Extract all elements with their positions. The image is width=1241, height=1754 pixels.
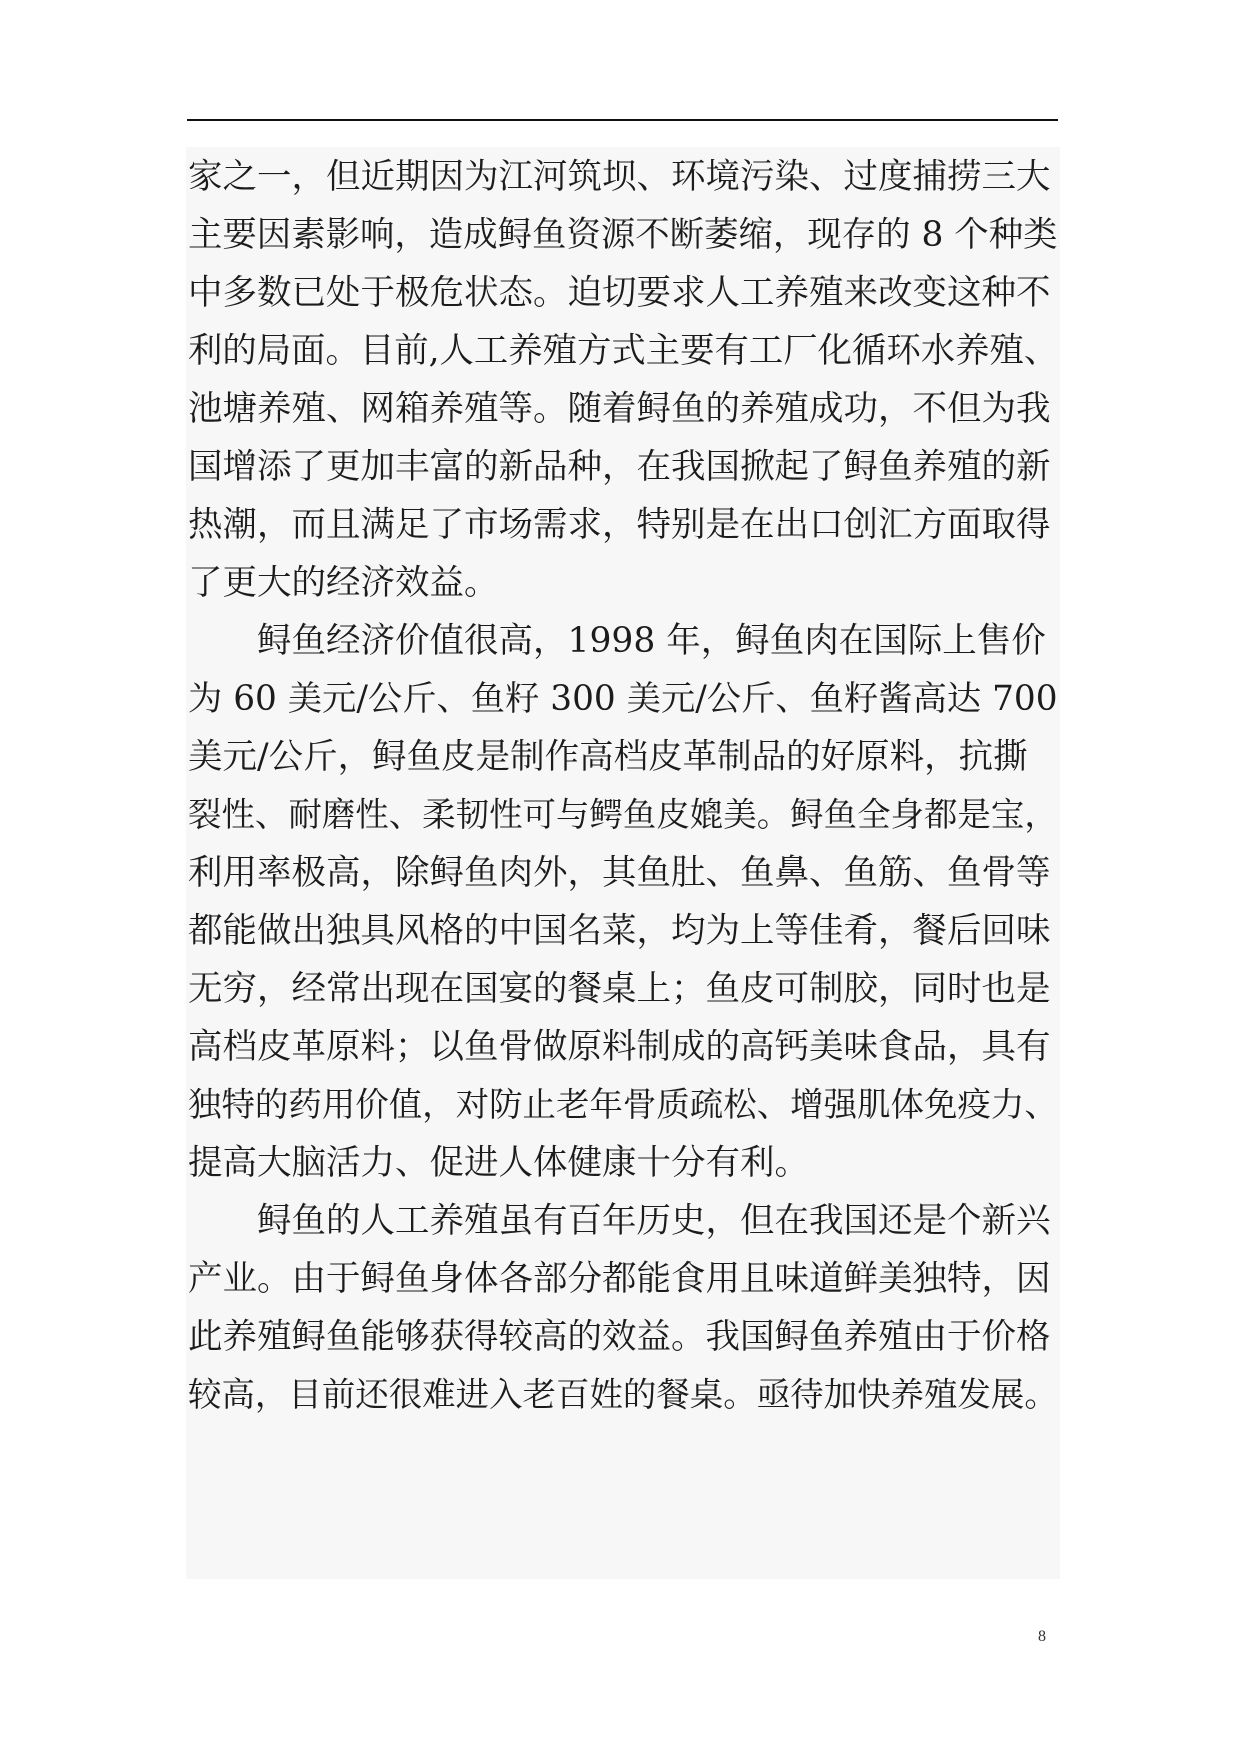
text-line: 都能做出独具风格的中国名菜，均为上等佳肴，餐后回味 — [188, 911, 1051, 951]
page-number: 8 — [1038, 1628, 1046, 1645]
header-rule — [187, 119, 1058, 121]
text-line: 为 60 美元/公斤、鱼籽 300 美元/公斤、鱼籽酱高达 700 — [188, 679, 1058, 719]
text-line: 裂性、耐磨性、柔韧性可与鳄鱼皮媲美。鲟鱼全身都是宝， — [188, 795, 1058, 834]
body-text — [186, 147, 1060, 1579]
text-line: 此养殖鲟鱼能够获得较高的效益。我国鲟鱼养殖由于价格 — [188, 1317, 1051, 1357]
text-line: 鲟鱼的人工养殖虽有百年历史，但在我国还是个新兴 — [188, 1201, 1051, 1241]
text-line: 独特的药用价值，对防止老年骨质疏松、增强肌体免疫力、 — [188, 1085, 1058, 1124]
text-line: 主要因素影响，造成鲟鱼资源不断萎缩，现存的 8 个种类 — [188, 215, 1058, 255]
text-line: 产业。由于鲟鱼身体各部分都能食用且味道鲜美独特，因 — [188, 1259, 1051, 1299]
text-line: 鲟鱼经济价值很高，1998 年，鲟鱼肉在国际上售价 — [188, 621, 1046, 661]
text-line: 家之一，但近期因为江河筑坝、环境污染、过度捕捞三大 — [188, 157, 1051, 197]
text-line: 提高大脑活力、促进人体健康十分有利。 — [188, 1143, 809, 1183]
text-line: 无穷，经常出现在国宴的餐桌上；鱼皮可制胶，同时也是 — [188, 969, 1051, 1009]
text-line: 利的局面。目前,人工养殖方式主要有工厂化循环水养殖、 — [188, 331, 1059, 371]
text-line: 了更大的经济效益。 — [188, 563, 499, 603]
text-line: 利用率极高，除鲟鱼肉外，其鱼肚、鱼鼻、鱼筋、鱼骨等 — [188, 853, 1051, 893]
text-line: 热潮，而且满足了市场需求，特别是在出口创汇方面取得 — [188, 505, 1051, 545]
text-line: 中多数已处于极危状态。迫切要求人工养殖来改变这种不 — [188, 273, 1051, 313]
text-line: 国增添了更加丰富的新品种，在我国掀起了鲟鱼养殖的新 — [188, 447, 1051, 487]
text-line: 高档皮革原料；以鱼骨做原料制成的高钙美味食品，具有 — [188, 1027, 1051, 1067]
text-line: 池塘养殖、网箱养殖等。随着鲟鱼的养殖成功，不但为我 — [188, 389, 1051, 429]
text-line: 较高，目前还很难进入老百姓的餐桌。亟待加快养殖发展。 — [188, 1375, 1058, 1414]
text-line: 美元/公斤，鲟鱼皮是制作高档皮革制品的好原料，抗撕 — [188, 737, 1028, 777]
